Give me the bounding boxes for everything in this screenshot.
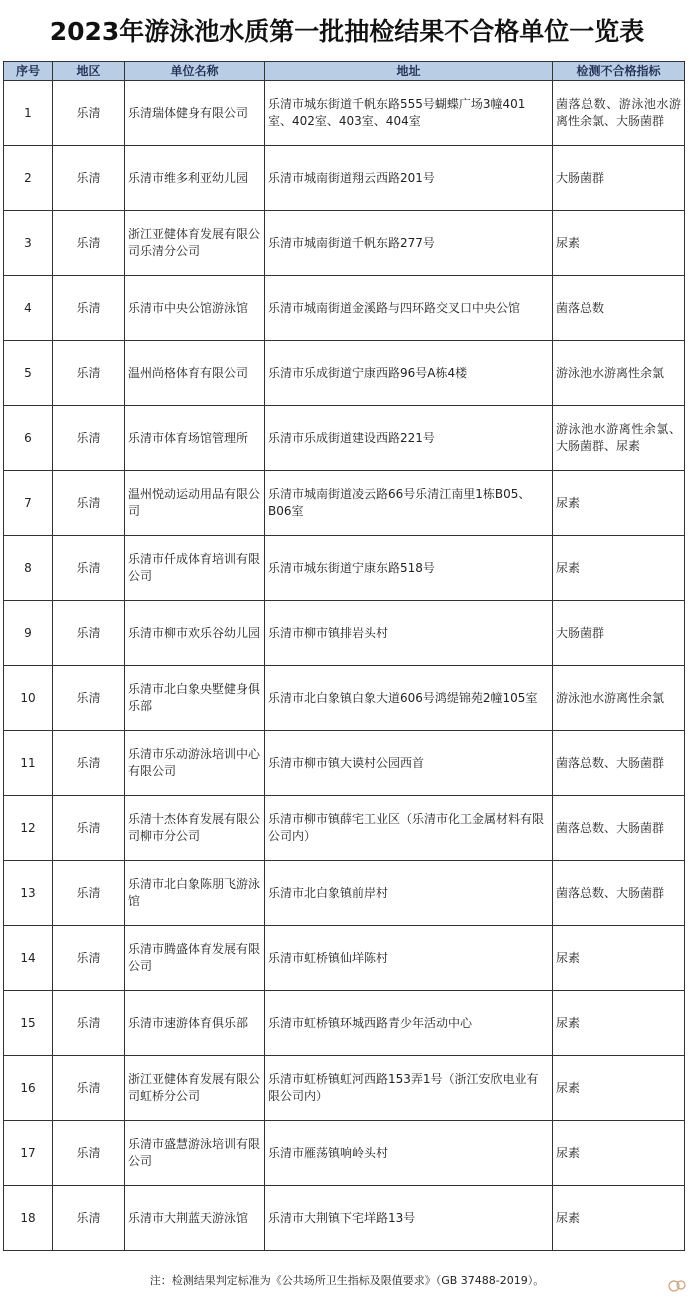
table-row (4, 1186, 685, 1251)
table-header (4, 62, 685, 81)
table-row (4, 81, 685, 146)
cell-unit-name: 乐清市体育场馆管理所 (125, 406, 265, 471)
cell-no: 2 (4, 146, 53, 211)
cell-failed-items: 尿素 (553, 211, 685, 276)
column-header-name: 单位名称 (125, 62, 265, 81)
page-title: 2023年游泳池水质第一批抽检结果不合格单位一览表 (49, 17, 645, 46)
cell-no: 8 (4, 536, 53, 601)
cell-no: 5 (4, 341, 53, 406)
cell-unit-name: 浙江亚健体育发展有限公司虹桥分公司 (125, 1056, 265, 1121)
table-row (4, 536, 685, 601)
table-row (4, 341, 685, 406)
cell-area: 乐清 (53, 1186, 125, 1251)
cell-no: 10 (4, 666, 53, 731)
cell-area: 乐清 (53, 601, 125, 666)
cell-unit-name: 温州尚格体育有限公司 (125, 341, 265, 406)
cell-address: 乐清市乐成街道宁康西路96号A栋4楼 (265, 341, 553, 406)
cell-area: 乐清 (53, 341, 125, 406)
cell-unit-name: 乐清市北白象陈朋飞游泳馆 (125, 861, 265, 926)
cell-address: 乐清市虹桥镇仙垟陈村 (265, 926, 553, 991)
cell-address: 乐清市城东街道千帆东路555号蝴蝶广场3幢401室、402室、403室、404室 (265, 81, 553, 146)
table-row (4, 991, 685, 1056)
cell-unit-name: 乐清市速游体育俱乐部 (125, 991, 265, 1056)
cell-address: 乐清市乐成街道建设西路221号 (265, 406, 553, 471)
cell-area: 乐清 (53, 536, 125, 601)
cell-no: 4 (4, 276, 53, 341)
cell-no: 16 (4, 1056, 53, 1121)
cell-no: 14 (4, 926, 53, 991)
table-row (4, 1121, 685, 1186)
cell-no: 7 (4, 471, 53, 536)
cell-unit-name: 乐清十杰体育发展有限公司柳市分公司 (125, 796, 265, 861)
table-row (4, 471, 685, 536)
column-header-item: 检测不合格指标 (553, 62, 685, 81)
cell-failed-items: 游泳池水游离性余氯 (553, 666, 685, 731)
cell-area: 乐清 (53, 926, 125, 991)
cell-area: 乐清 (53, 1056, 125, 1121)
cell-no: 15 (4, 991, 53, 1056)
cell-failed-items: 游泳池水游离性余氯 (553, 341, 685, 406)
table-row (4, 861, 685, 926)
table-row (4, 666, 685, 731)
table-row (4, 796, 685, 861)
cell-failed-items: 尿素 (553, 1186, 685, 1251)
cell-area: 乐清 (53, 666, 125, 731)
cell-failed-items: 尿素 (553, 536, 685, 601)
cell-area: 乐清 (53, 81, 125, 146)
cell-failed-items: 尿素 (553, 1121, 685, 1186)
cell-no: 13 (4, 861, 53, 926)
cell-unit-name: 乐清市乐动游泳培训中心有限公司 (125, 731, 265, 796)
cell-failed-items: 菌落总数、大肠菌群 (553, 731, 685, 796)
cell-area: 乐清 (53, 1121, 125, 1186)
cell-failed-items: 游泳池水游离性余氯、大肠菌群、尿素 (553, 406, 685, 471)
cell-address: 乐清市北白象镇白象大道606号鸿缇锦苑2幢105室 (265, 666, 553, 731)
cell-area: 乐清 (53, 796, 125, 861)
cell-address: 乐清市柳市镇大谟村公园西首 (265, 731, 553, 796)
cell-address: 乐清市柳市镇排岩头村 (265, 601, 553, 666)
cell-failed-items: 尿素 (553, 471, 685, 536)
cell-unit-name: 乐清市大荆蓝天游泳馆 (125, 1186, 265, 1251)
watermark-logo-icon (666, 1277, 688, 1293)
cell-unit-name: 浙江亚健体育发展有限公司乐清分公司 (125, 211, 265, 276)
cell-area: 乐清 (53, 146, 125, 211)
cell-failed-items: 大肠菌群 (553, 146, 685, 211)
cell-address: 乐清市城南街道翔云西路201号 (265, 146, 553, 211)
cell-area: 乐清 (53, 861, 125, 926)
cell-no: 12 (4, 796, 53, 861)
cell-address: 乐清市虹桥镇环城西路青少年活动中心 (265, 991, 553, 1056)
table-row (4, 211, 685, 276)
cell-address: 乐清市城南街道凌云路66号乐清江南里1栋B05、B06室 (265, 471, 553, 536)
cell-area: 乐清 (53, 406, 125, 471)
column-header-no: 序号 (4, 62, 53, 81)
cell-failed-items: 菌落总数、大肠菌群 (553, 796, 685, 861)
cell-failed-items: 菌落总数、游泳池水游离性余氯、大肠菌群 (553, 81, 685, 146)
cell-no: 1 (4, 81, 53, 146)
table-row (4, 731, 685, 796)
cell-area: 乐清 (53, 991, 125, 1056)
cell-no: 9 (4, 601, 53, 666)
cell-unit-name: 乐清市腾盛体育发展有限公司 (125, 926, 265, 991)
table-row (4, 1056, 685, 1121)
cell-no: 17 (4, 1121, 53, 1186)
cell-area: 乐清 (53, 276, 125, 341)
table-body (4, 81, 685, 1251)
result-table (3, 61, 685, 1251)
cell-unit-name: 乐清市中央公馆游泳馆 (125, 276, 265, 341)
cell-no: 3 (4, 211, 53, 276)
cell-address: 乐清市雁荡镇响岭头村 (265, 1121, 553, 1186)
cell-unit-name: 乐清市北白象央墅健身俱乐部 (125, 666, 265, 731)
table-row (4, 601, 685, 666)
cell-address: 乐清市城东街道宁康东路518号 (265, 536, 553, 601)
table-row (4, 146, 685, 211)
cell-failed-items: 尿素 (553, 991, 685, 1056)
cell-unit-name: 乐清市仟成体育培训有限公司 (125, 536, 265, 601)
cell-unit-name: 温州悦动运动用品有限公司 (125, 471, 265, 536)
cell-unit-name: 乐清市盛慧游泳培训有限公司 (125, 1121, 265, 1186)
column-header-area: 地区 (53, 62, 125, 81)
table-row (4, 926, 685, 991)
cell-address: 乐清市虹桥镇虹河西路153弄1号（浙江安欣电业有限公司内） (265, 1056, 553, 1121)
cell-address: 乐清市大荆镇下宅垟路13号 (265, 1186, 553, 1251)
cell-address: 乐清市城南街道千帆东路277号 (265, 211, 553, 276)
cell-no: 18 (4, 1186, 53, 1251)
cell-failed-items: 菌落总数 (553, 276, 685, 341)
header-row (4, 62, 685, 81)
cell-no: 6 (4, 406, 53, 471)
cell-failed-items: 菌落总数、大肠菌群 (553, 861, 685, 926)
cell-unit-name: 乐清瑞体健身有限公司 (125, 81, 265, 146)
cell-area: 乐清 (53, 211, 125, 276)
cell-unit-name: 乐清市柳市欢乐谷幼儿园 (125, 601, 265, 666)
cell-area: 乐清 (53, 731, 125, 796)
column-header-address: 地址 (265, 62, 553, 81)
cell-failed-items: 尿素 (553, 926, 685, 991)
cell-no: 11 (4, 731, 53, 796)
cell-address: 乐清市城南街道金溪路与四环路交叉口中央公馆 (265, 276, 553, 341)
cell-failed-items: 尿素 (553, 1056, 685, 1121)
cell-failed-items: 大肠菌群 (553, 601, 685, 666)
cell-address: 乐清市柳市镇薛宅工业区（乐清市化工金属材料有限公司内） (265, 796, 553, 861)
cell-address: 乐清市北白象镇前岸村 (265, 861, 553, 926)
table-row (4, 406, 685, 471)
cell-area: 乐清 (53, 471, 125, 536)
footnote: 注：检测结果判定标准为《公共场所卫生指标及限值要求》（GB 37488-2019）。 (149, 1274, 545, 1287)
table-row (4, 276, 685, 341)
cell-unit-name: 乐清市维多利亚幼儿园 (125, 146, 265, 211)
